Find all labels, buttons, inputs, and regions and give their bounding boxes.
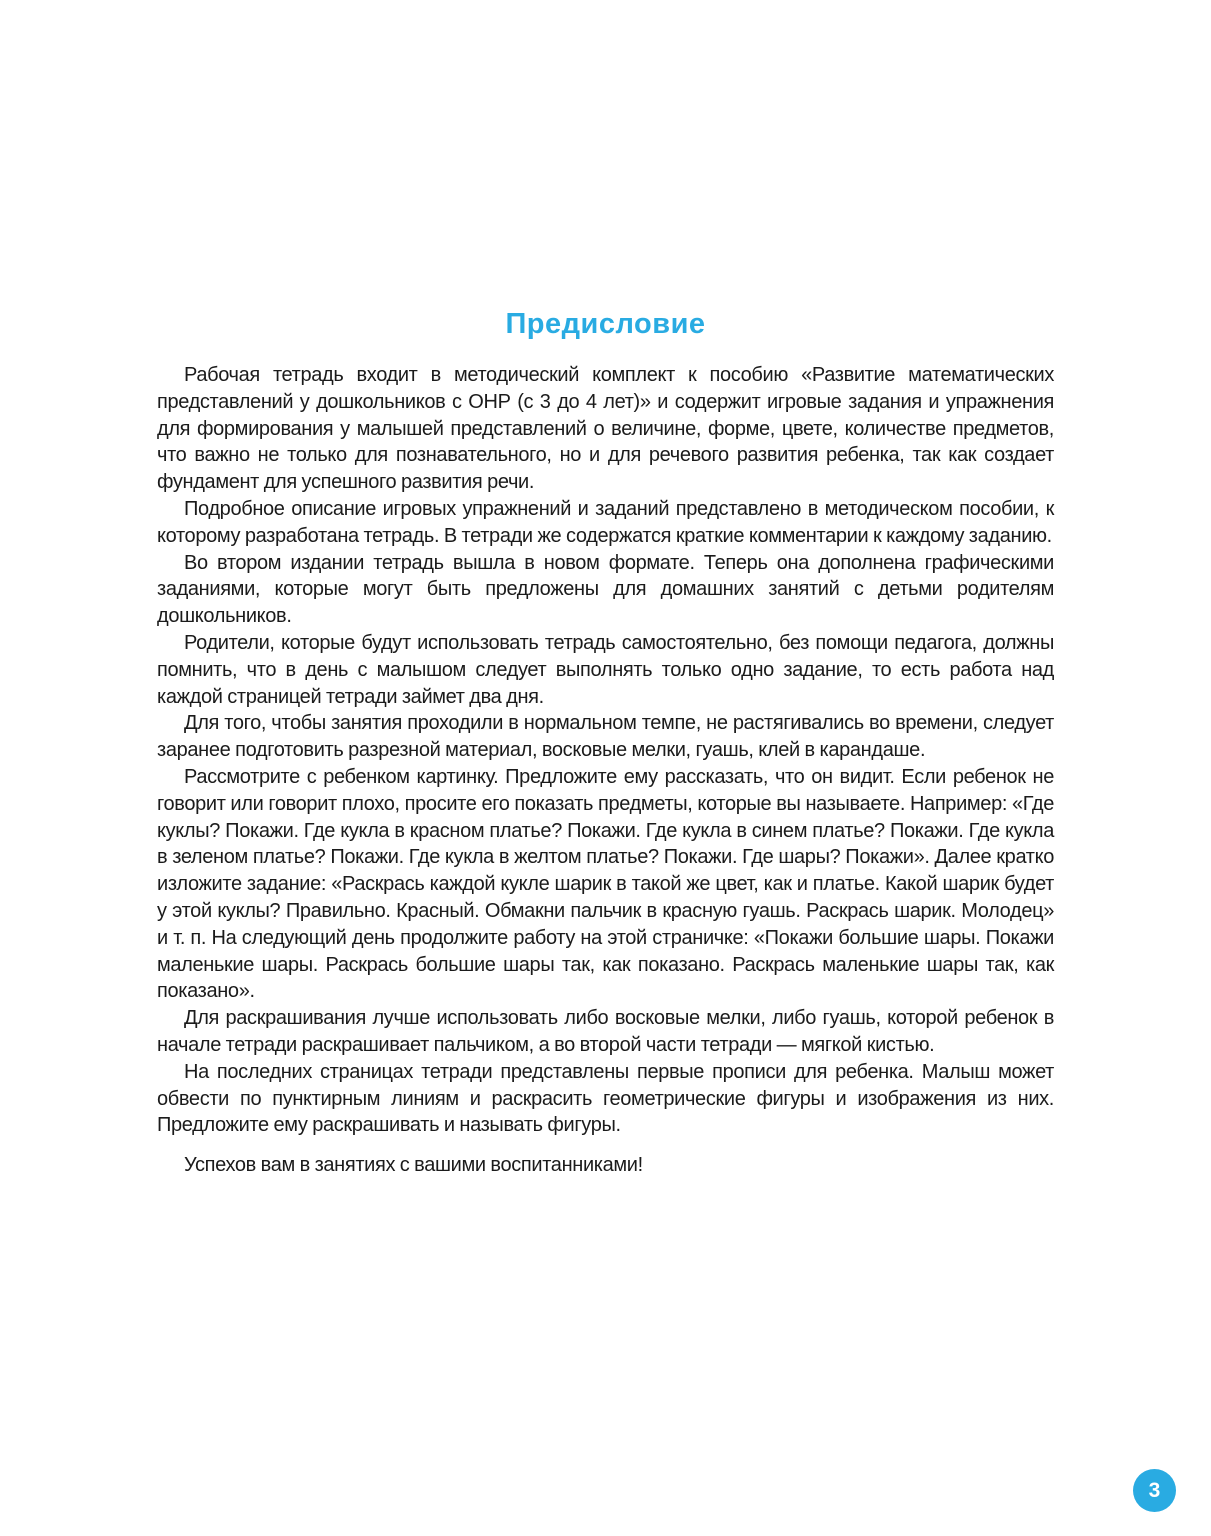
page-number: 3 [1148, 1478, 1161, 1502]
page-number-badge [1133, 1469, 1176, 1512]
paragraph: Успехов вам в занятиях с вашими воспитанниками! [184, 1154, 643, 1177]
paragraph: На последних страницах тетради представлены первые прописи для ребенка. Малыш может обвести по пунктирным линиям и раскрасить геометрические фигуры и изображения из них. Предложите ему раскрашивать и называть фигуры. [157, 1060, 1054, 1137]
paragraph: Во втором издании тетрадь вышла в новом формате. Теперь она дополнена графическими заданиями, которые могут быть предложены для домашних занятий с детьми родителям дошкольников. [157, 551, 1054, 628]
paragraph: Для того, чтобы занятия проходили в нормальном темпе, не растягивались во времени, следует заранее подготовить разрезной материал, восковые мелки, гуашь, клей в карандаше. [157, 712, 1054, 762]
page-title: Предисловие [505, 308, 706, 340]
paragraph: Родители, которые будут использовать тетрадь самостоятельно, без помощи педагога, должны помнить, что в день с малышом следует выполнять только одно задание, то есть работа над каждой страницей тетради займет два дня. [157, 631, 1054, 708]
paragraph: Рассмотрите с ребенком картинку. Предложите ему рассказать, что он видит. Если ребенок не говорит или говорит плохо, просите его показать предметы, которые вы называете. Например: «Где куклы? Покажи. Где кукла в красном платье? Покажи. Где кукла в синем платье? Покажи. Где кукла в зеленом платье? Покажи. Где кукла в желтом платье? Покажи. Где шары? Покажи». Далее кратко изложите задание: «Раскрась каждой кукле шарик в такой же цвет, как и платье. Какой шарик будет у этой куклы? Правильно. Красный. Обмакни пальчик в красную гуашь. Раскрась шарик. Молодец» и т. п. На следующий день продолжите работу на этой страничке: «Покажи большие шары. Покажи маленькие шары. Раскрась большие шары так, как показано. Раскрась маленькие шары так, как показано». [157, 765, 1054, 1003]
paragraph: Для раскрашивания лучше использовать либо восковые мелки, либо гуашь, которой ребенок в начале тетради раскрашивает пальчиком, а во второй части тетради — мягкой кистью. [157, 1007, 1054, 1056]
preface-body [157, 362, 1054, 1179]
paragraph: Подробное описание игровых упражнений и заданий представлено в методическом пособии, к которому разработана тетрадь. В тетради же содержатся краткие комментарии к каждому заданию. [157, 497, 1054, 547]
paragraph: Рабочая тетрадь входит в методический комплект к пособию «Развитие математических представлений у дошкольников с ОНР (с 3 до 4 лет)» и содержит игровые задания и упражнения для формирования у малышей представлений о величине, форме, цвете, количестве предметов, что важно не только для познавательного, но и для речевого развития ребенка, так как создает фундамент для успешного развития речи. [157, 364, 1054, 494]
